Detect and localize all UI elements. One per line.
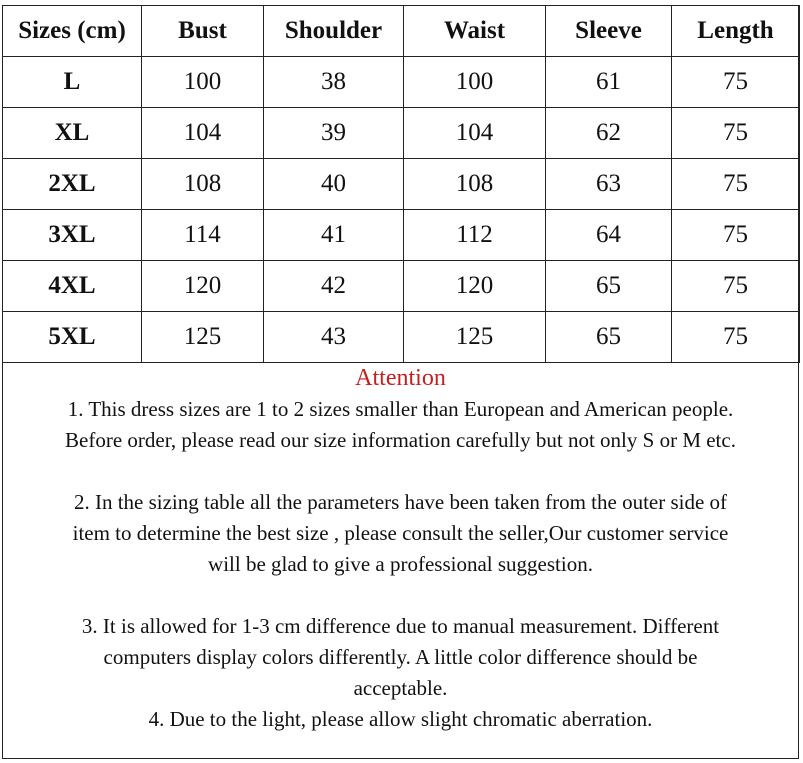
sleeve-cell: 65 bbox=[546, 312, 672, 363]
sleeve-cell: 63 bbox=[546, 159, 672, 210]
header-bust: Bust bbox=[142, 6, 264, 57]
table-row bbox=[3, 57, 800, 108]
bust-cell: 100 bbox=[142, 57, 264, 108]
size-cell: L bbox=[3, 57, 142, 108]
table-row bbox=[3, 312, 800, 363]
length-cell: 75 bbox=[672, 159, 800, 210]
shoulder-cell: 40 bbox=[264, 159, 404, 210]
shoulder-cell: 38 bbox=[264, 57, 404, 108]
shoulder-cell: 39 bbox=[264, 108, 404, 159]
note-2-line-3: will be glad to give a professional suggestion. bbox=[208, 552, 593, 576]
table-row bbox=[3, 108, 800, 159]
sleeve-cell: 64 bbox=[546, 210, 672, 261]
waist-cell: 100 bbox=[404, 57, 546, 108]
sleeve-cell: 62 bbox=[546, 108, 672, 159]
header-shoulder: Shoulder bbox=[264, 6, 404, 57]
header-sizes: Sizes (cm) bbox=[3, 6, 142, 57]
waist-cell: 108 bbox=[404, 159, 546, 210]
length-cell: 75 bbox=[672, 261, 800, 312]
length-cell: 75 bbox=[672, 312, 800, 363]
note-1-line-2: Before order, please read our size information carefully but not only S or M etc. bbox=[65, 428, 736, 452]
size-cell: 2XL bbox=[3, 159, 142, 210]
table-row bbox=[3, 210, 800, 261]
length-cell: 75 bbox=[672, 108, 800, 159]
bust-cell: 104 bbox=[142, 108, 264, 159]
size-cell: XL bbox=[3, 108, 142, 159]
header-length: Length bbox=[672, 6, 800, 57]
table-row bbox=[3, 261, 800, 312]
shoulder-cell: 41 bbox=[264, 210, 404, 261]
sleeve-cell: 61 bbox=[546, 57, 672, 108]
header-sleeve: Sleeve bbox=[546, 6, 672, 57]
bust-cell: 120 bbox=[142, 261, 264, 312]
waist-cell: 112 bbox=[404, 210, 546, 261]
attention-notes bbox=[2, 362, 799, 735]
length-cell: 75 bbox=[672, 57, 800, 108]
waist-cell: 104 bbox=[404, 108, 546, 159]
waist-cell: 125 bbox=[404, 312, 546, 363]
table-row bbox=[3, 159, 800, 210]
note-3-line-3: acceptable. bbox=[353, 676, 448, 700]
bust-cell: 114 bbox=[142, 210, 264, 261]
size-cell: 5XL bbox=[3, 312, 142, 363]
shoulder-cell: 42 bbox=[264, 261, 404, 312]
attention-heading: Attention bbox=[355, 365, 446, 391]
note-2-line-1: 2. In the sizing table all the parameters have been taken from the outer side of bbox=[73, 490, 728, 514]
note-2-line-2: item to determine the best size , please consult the seller,Our customer service bbox=[72, 521, 729, 545]
sleeve-cell: 65 bbox=[546, 261, 672, 312]
size-cell: 3XL bbox=[3, 210, 142, 261]
note-1-line-1: 1. This dress sizes are 1 to 2 sizes smaller than European and American people. bbox=[67, 397, 734, 421]
note-3-line-1: 3. It is allowed for 1-3 cm difference due to manual measurement. Different bbox=[81, 614, 720, 638]
size-chart-table bbox=[2, 5, 800, 363]
bust-cell: 125 bbox=[142, 312, 264, 363]
size-cell: 4XL bbox=[3, 261, 142, 312]
header-waist: Waist bbox=[404, 6, 546, 57]
note-spacer bbox=[2, 580, 799, 611]
length-cell: 75 bbox=[672, 210, 800, 261]
table-header-row bbox=[3, 6, 800, 57]
shoulder-cell: 43 bbox=[264, 312, 404, 363]
note-4-line-1: 4. Due to the light, please allow slight chromatic aberration. bbox=[148, 707, 653, 731]
bust-cell: 108 bbox=[142, 159, 264, 210]
waist-cell: 120 bbox=[404, 261, 546, 312]
note-3-line-2: computers display colors differently. A little color difference should be bbox=[103, 645, 698, 669]
note-spacer bbox=[2, 456, 799, 487]
